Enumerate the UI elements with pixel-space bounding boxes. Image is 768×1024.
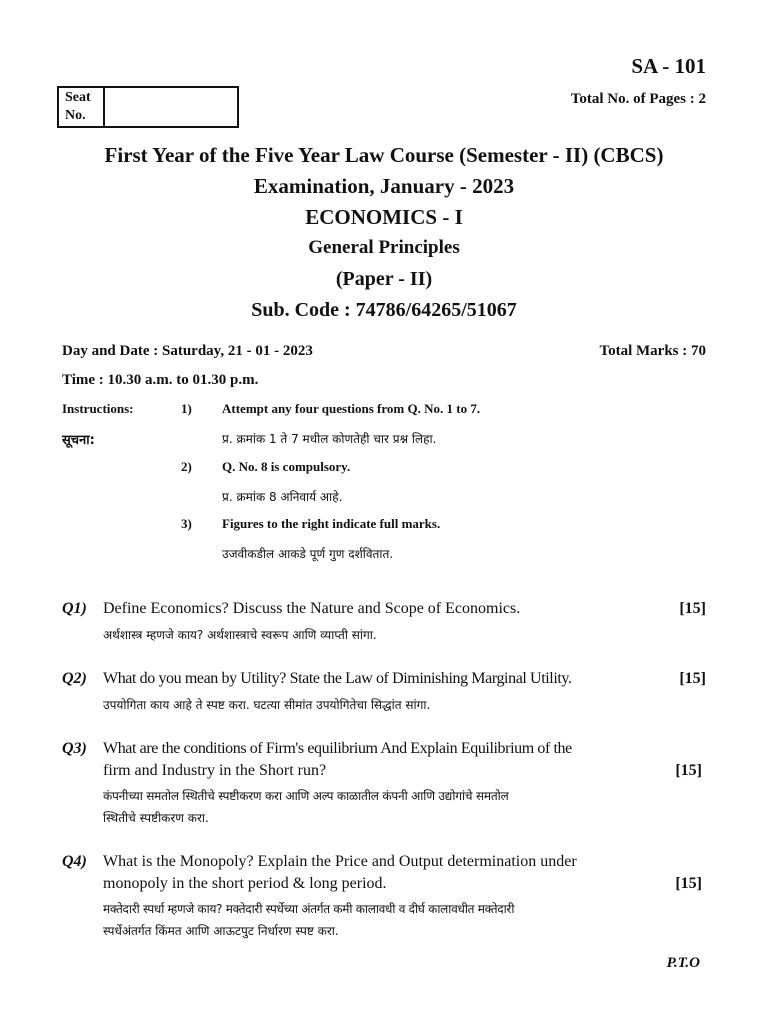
seat-input-area bbox=[105, 88, 237, 126]
question-number: Q4) bbox=[62, 853, 87, 870]
please-turn-over: P.T.O bbox=[666, 955, 700, 971]
exam-time: Time : 10.30 a.m. to 01.30 p.m. bbox=[62, 372, 259, 388]
question-marks: [15] bbox=[675, 875, 702, 892]
question-text-marathi: अर्थशास्त्र म्हणजे काय? अर्थशास्त्राचे स्वरूप आणि व्याप्ती सांगा. bbox=[103, 628, 377, 642]
question-text: monopoly in the short period & long period. bbox=[103, 875, 387, 892]
question-marks: [15] bbox=[675, 762, 702, 779]
question-text: firm and Industry in the Short run? bbox=[103, 762, 327, 779]
question-text: What are the conditions of Firm's equilibrium And Explain Equilibrium of the bbox=[103, 740, 572, 757]
question-text-marathi: उपयोगिता काय आहे ते स्पष्ट करा. घटत्या सीमांत उपयोगितेचा सिद्धांत सांगा. bbox=[103, 698, 431, 712]
instruction-number: 3) bbox=[181, 516, 192, 531]
question-number: Q2) bbox=[62, 670, 87, 687]
course-title: First Year of the Five Year Law Course (Semester - II) (CBCS) bbox=[104, 143, 664, 167]
seat-label bbox=[59, 88, 105, 126]
question-marks: [15] bbox=[679, 670, 706, 687]
question-number: Q3) bbox=[62, 740, 87, 757]
instruction-text: Q. No. 8 is compulsory. bbox=[222, 459, 351, 474]
question-number: Q1) bbox=[62, 600, 87, 617]
question-text-marathi: स्पर्धेअंतर्गत किंमत आणि आऊटपुट निर्धारण स्पष्ट करा. bbox=[103, 924, 339, 938]
question-marks: [15] bbox=[679, 600, 706, 617]
total-pages: Total No. of Pages : 2 bbox=[570, 91, 706, 107]
subject-title: ECONOMICS - I bbox=[305, 205, 463, 229]
instruction-text-marathi: प्र. क्रमांक 8 अनिवार्य आहे. bbox=[222, 490, 343, 504]
subject-subtitle: General Principles bbox=[308, 237, 460, 258]
instruction-text: Figures to the right indicate full marks. bbox=[222, 516, 441, 531]
day-and-date: Day and Date : Saturday, 21 - 01 - 2023 bbox=[62, 343, 313, 359]
paper-code: SA - 101 bbox=[631, 54, 706, 78]
question-text-marathi: कंपनीच्या समतोल स्थितीचे स्पष्टीकरण करा आणि अल्प काळातील कंपनी आणि उद्योगांचे समतोल bbox=[103, 789, 509, 803]
instruction-text-marathi: प्र. क्रमांक 1 ते 7 मधील कोणतेही चार प्रश्न लिहा. bbox=[222, 432, 437, 446]
question-text-marathi: स्थितीचे स्पष्टीकरण करा. bbox=[103, 811, 209, 825]
question-text: What is the Monopoly? Explain the Price and Output determination under bbox=[103, 853, 577, 870]
question-text-marathi: मक्तेदारी स्पर्धा म्हणजे काय? मक्तेदारी स्पर्धेच्या अंतर्गत कमी कालावधी व दीर्घ कालावधीत मक्तेदारी bbox=[103, 902, 515, 916]
question-text: What do you mean by Utility? State the Law of Diminishing Marginal Utility. bbox=[103, 670, 572, 687]
instruction-number: 1) bbox=[181, 401, 192, 416]
exam-session: Examination, January - 2023 bbox=[253, 174, 515, 198]
question-text: Define Economics? Discuss the Nature and Scope of Economics. bbox=[103, 600, 521, 617]
instructions-label: Instructions: bbox=[62, 401, 134, 416]
seat-number-box bbox=[57, 86, 239, 128]
paper-number: (Paper - II) bbox=[335, 268, 433, 290]
instruction-text-marathi: उजवीकडील आकडे पूर्ण गुण दर्शवितात. bbox=[222, 547, 394, 561]
subject-code: Sub. Code : 74786/64265/51067 bbox=[251, 299, 517, 321]
instructions-label-marathi: सूचना: bbox=[62, 433, 95, 448]
seat-label-line1: Seat bbox=[65, 90, 91, 105]
instruction-number: 2) bbox=[181, 459, 192, 474]
seat-label-line2: No. bbox=[65, 108, 86, 123]
instruction-text: Attempt any four questions from Q. No. 1 to 7. bbox=[222, 401, 481, 416]
total-marks: Total Marks : 70 bbox=[599, 343, 706, 359]
